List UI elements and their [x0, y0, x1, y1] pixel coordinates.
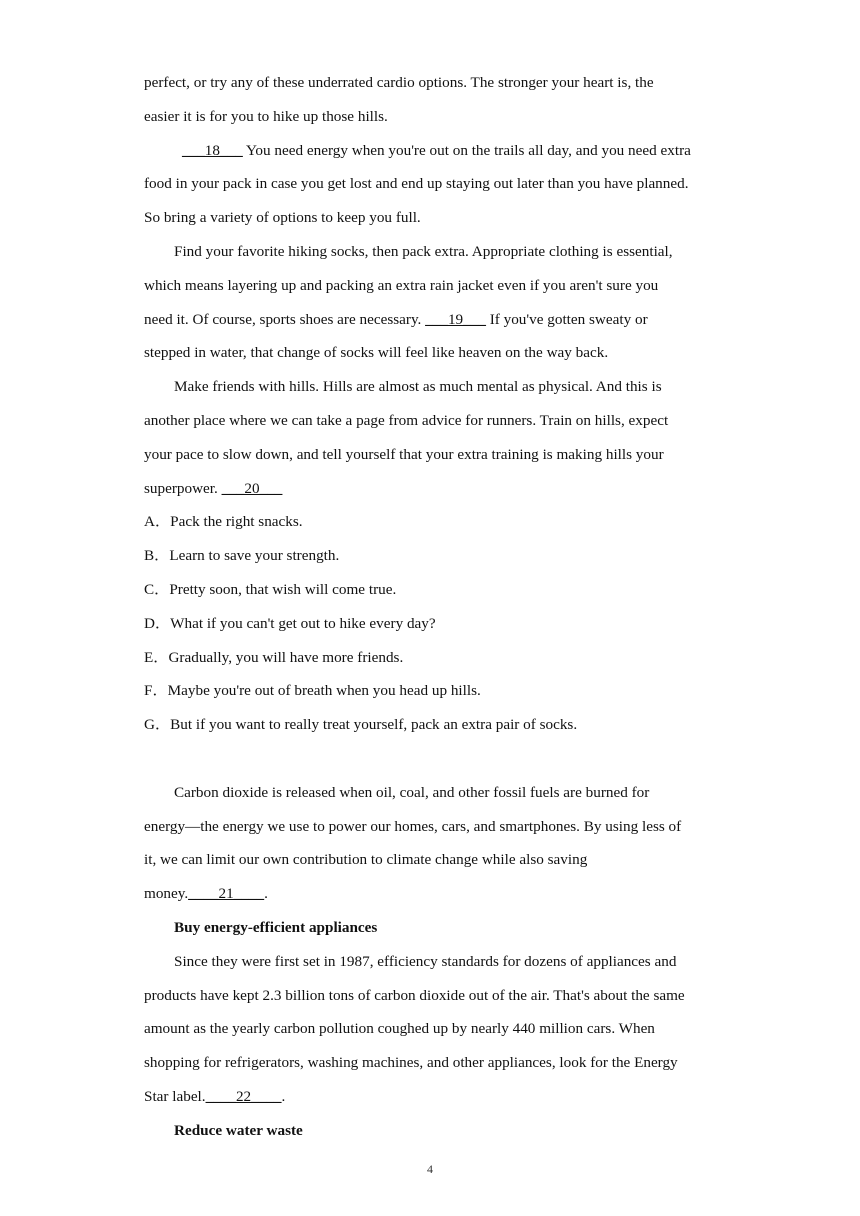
blank-21: ____21____ [188, 885, 265, 903]
blank-18: ___18___ [182, 141, 243, 159]
text-line: superpower. ___20___ [144, 479, 283, 497]
text-line: ___18___ You need energy when you're out on the trails all day, and you need extra [182, 141, 691, 159]
text-line: food in your pack in case you get lost and end up staying out later than you have planned. [144, 175, 689, 193]
section-heading: Reduce water waste [174, 1121, 303, 1139]
text-line: easier it is for you to hike up those hills. [144, 107, 388, 125]
blank-22: ____22____ [205, 1087, 282, 1105]
blank-19: ___19___ [425, 310, 486, 328]
section-gap [144, 742, 722, 776]
page-number: 4 [427, 1162, 433, 1176]
text-line: Star label.____22____. [144, 1087, 286, 1105]
text-line: Since they were first set in 1987, efficiency standards for dozens of appliances and [174, 952, 677, 970]
text-line: products have kept 2.3 billion tons of carbon dioxide out of the air. That's about the same [144, 986, 685, 1004]
text-line: Carbon dioxide is released when oil, coal, and other fossil fuels are burned for [174, 783, 650, 801]
option-e: E．Gradually, you will have more friends. [144, 648, 404, 666]
text-line: money.____21____. [144, 885, 268, 903]
text-line: amount as the yearly carbon pollution coughed up by nearly 440 million cars. When [144, 1020, 655, 1038]
text-line: stepped in water, that change of socks will feel like heaven on the way back. [144, 344, 609, 362]
option-f: F．Maybe you're out of breath when you head up hills. [144, 682, 481, 700]
option-a: A．Pack the right snacks. [144, 513, 303, 531]
text-line: which means layering up and packing an extra rain jacket even if you aren't sure you [144, 276, 659, 294]
text-line: Make friends with hills. Hills are almost as much mental as physical. And this is [174, 378, 662, 396]
blank-20: ___20___ [221, 479, 283, 497]
option-b: B．Learn to save your strength. [144, 547, 340, 565]
text-line: it, we can limit our own contribution to climate change while also saving [144, 851, 588, 869]
section-heading: Buy energy-efficient appliances [174, 918, 378, 936]
option-c: C．Pretty soon, that wish will come true. [144, 580, 397, 598]
option-d: D．What if you can't get out to hike every day? [144, 614, 436, 632]
text-line: energy—the energy we use to power our homes, cars, and smartphones. By using less of [144, 817, 682, 835]
text-line: your pace to slow down, and tell yourself that your extra training is making hills your [144, 445, 664, 463]
text-line: need it. Of course, sports shoes are necessary. ___19___ If you've gotten sweaty or [144, 310, 648, 328]
document-body [144, 66, 722, 1148]
text-line: shopping for refrigerators, washing machines, and other appliances, look for the Energy [144, 1054, 678, 1072]
text-line: So bring a variety of options to keep you full. [144, 209, 421, 227]
option-g: G．But if you want to really treat yourself, pack an extra pair of socks. [144, 716, 578, 734]
text-line: Find your favorite hiking socks, then pack extra. Appropriate clothing is essential, [174, 242, 673, 260]
text-line: perfect, or try any of these underrated cardio options. The stronger your heart is, the [144, 74, 654, 91]
text-line: another place where we can take a page from advice for runners. Train on hills, expect [144, 411, 669, 429]
